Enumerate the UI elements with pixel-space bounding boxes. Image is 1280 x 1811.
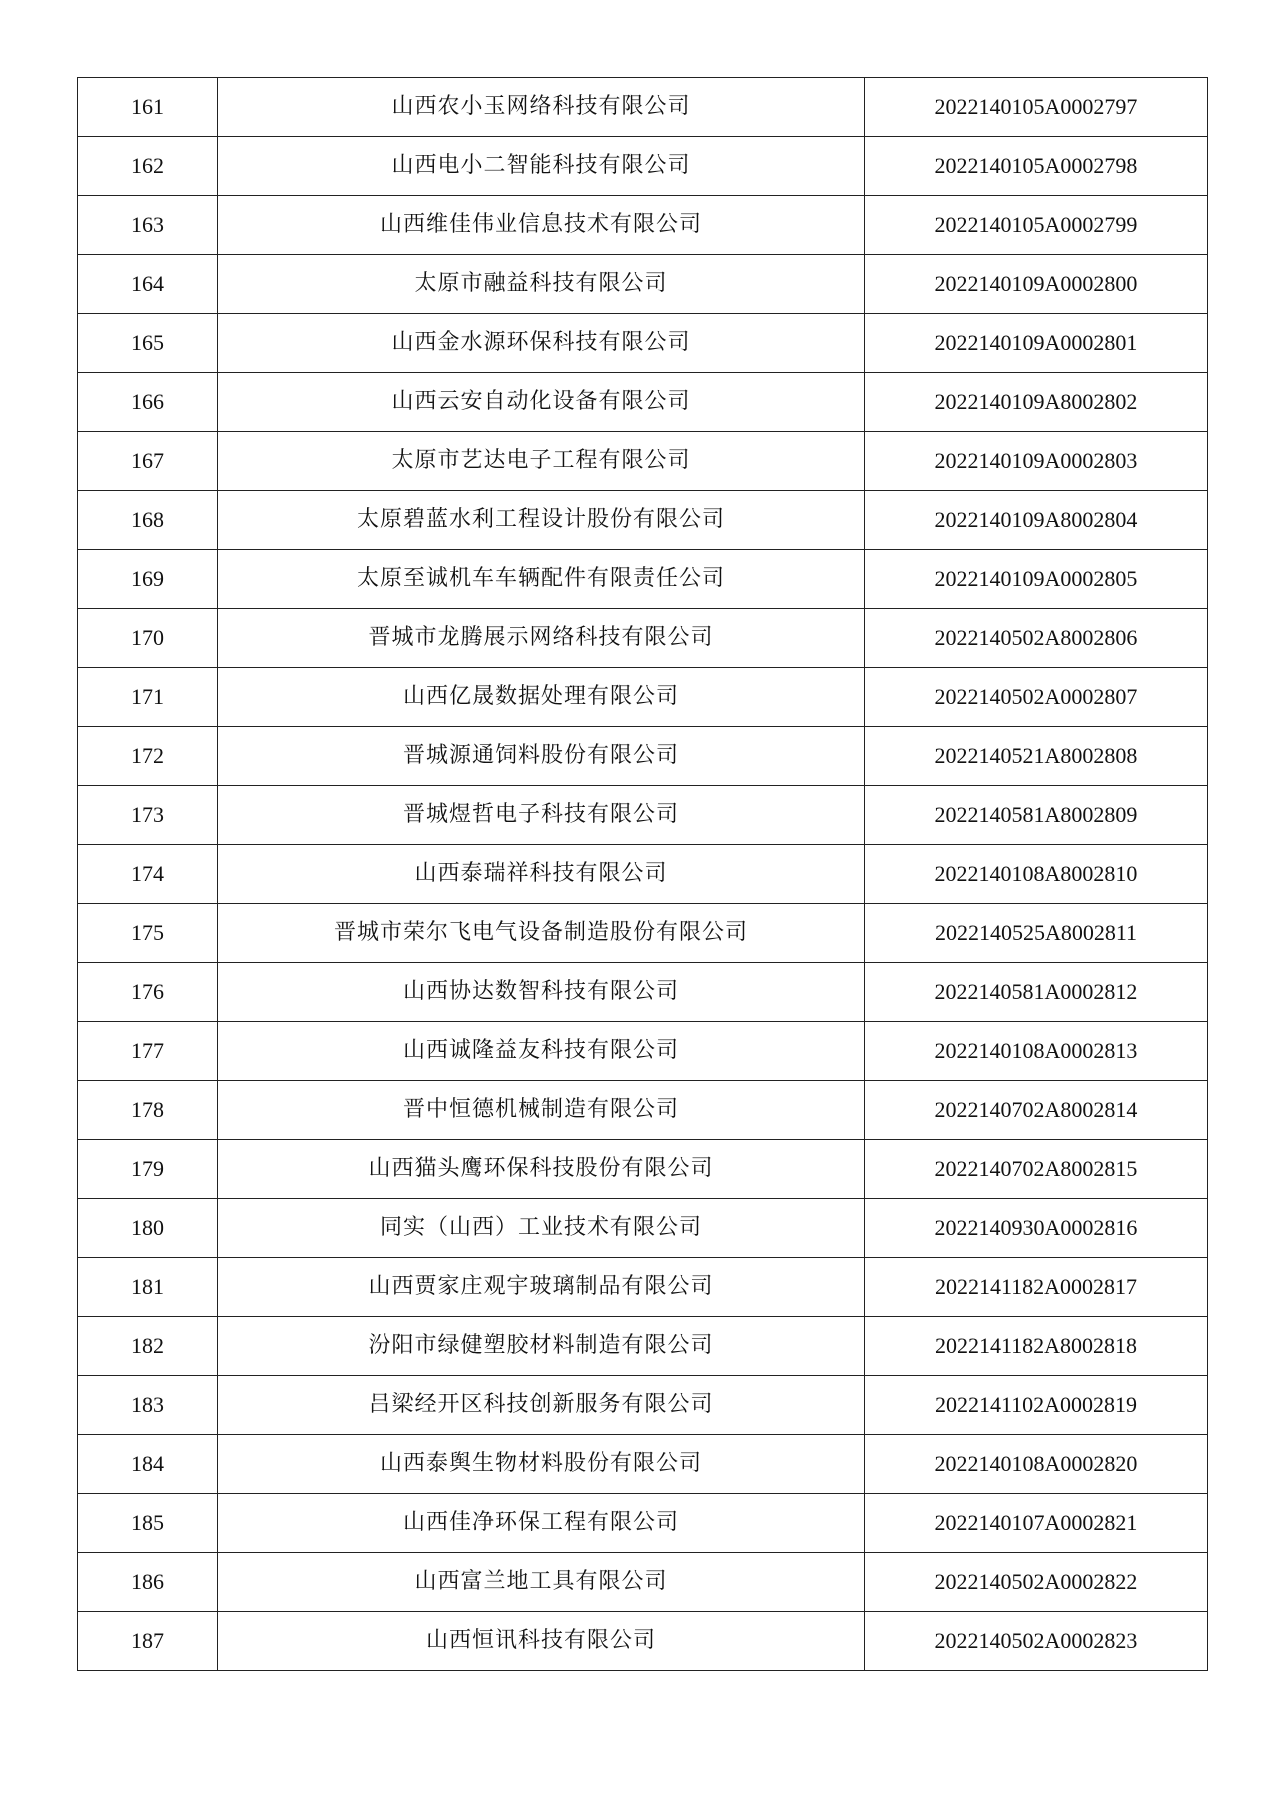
company-name-cell: 太原碧蓝水利工程设计股份有限公司 <box>218 491 865 550</box>
company-list-table <box>77 77 1208 1671</box>
row-number-cell: 173 <box>78 786 218 845</box>
registration-code-cell: 2022141182A8002818 <box>865 1317 1208 1376</box>
row-number-cell: 172 <box>78 727 218 786</box>
row-number-cell: 168 <box>78 491 218 550</box>
company-name-cell: 汾阳市绿健塑胶材料制造有限公司 <box>218 1317 865 1376</box>
registration-code-cell: 2022140109A0002801 <box>865 314 1208 373</box>
company-name-cell: 晋城市荣尔飞电气设备制造股份有限公司 <box>218 904 865 963</box>
row-number-cell: 186 <box>78 1553 218 1612</box>
company-name-cell: 山西泰舆生物材料股份有限公司 <box>218 1435 865 1494</box>
table-row <box>78 255 1208 314</box>
company-name-cell: 山西泰瑞祥科技有限公司 <box>218 845 865 904</box>
registration-code-cell: 2022140502A0002822 <box>865 1553 1208 1612</box>
table-row <box>78 432 1208 491</box>
row-number-cell: 178 <box>78 1081 218 1140</box>
registration-code-cell: 2022140105A0002798 <box>865 137 1208 196</box>
company-name-cell: 山西维佳伟业信息技术有限公司 <box>218 196 865 255</box>
company-name-cell: 太原市艺达电子工程有限公司 <box>218 432 865 491</box>
company-name-cell: 太原市融益科技有限公司 <box>218 255 865 314</box>
table-row <box>78 1258 1208 1317</box>
company-name-cell: 山西猫头鹰环保科技股份有限公司 <box>218 1140 865 1199</box>
registration-code-cell: 2022140109A0002805 <box>865 550 1208 609</box>
company-name-cell: 山西云安自动化设备有限公司 <box>218 373 865 432</box>
row-number-cell: 174 <box>78 845 218 904</box>
registration-code-cell: 2022141182A0002817 <box>865 1258 1208 1317</box>
company-name-cell: 同实（山西）工业技术有限公司 <box>218 1199 865 1258</box>
registration-code-cell: 2022140105A0002799 <box>865 196 1208 255</box>
registration-code-cell: 2022140502A8002806 <box>865 609 1208 668</box>
table-row <box>78 1376 1208 1435</box>
row-number-cell: 167 <box>78 432 218 491</box>
table-row <box>78 904 1208 963</box>
row-number-cell: 169 <box>78 550 218 609</box>
registration-code-cell: 2022140108A0002820 <box>865 1435 1208 1494</box>
row-number-cell: 175 <box>78 904 218 963</box>
company-name-cell: 山西恒讯科技有限公司 <box>218 1612 865 1671</box>
registration-code-cell: 2022140109A8002802 <box>865 373 1208 432</box>
registration-code-cell: 2022140581A8002809 <box>865 786 1208 845</box>
company-name-cell: 山西亿晟数据处理有限公司 <box>218 668 865 727</box>
row-number-cell: 170 <box>78 609 218 668</box>
company-name-cell: 山西金水源环保科技有限公司 <box>218 314 865 373</box>
table-row <box>78 727 1208 786</box>
table-row <box>78 1140 1208 1199</box>
table-row <box>78 78 1208 137</box>
registration-code-cell: 2022140107A0002821 <box>865 1494 1208 1553</box>
company-name-cell: 山西富兰地工具有限公司 <box>218 1553 865 1612</box>
registration-code-cell: 2022140109A0002800 <box>865 255 1208 314</box>
company-name-cell: 山西佳净环保工程有限公司 <box>218 1494 865 1553</box>
table-row <box>78 373 1208 432</box>
table-row <box>78 137 1208 196</box>
table-row <box>78 1022 1208 1081</box>
row-number-cell: 187 <box>78 1612 218 1671</box>
registration-code-cell: 2022140525A8002811 <box>865 904 1208 963</box>
table-row <box>78 491 1208 550</box>
table-row <box>78 1435 1208 1494</box>
company-name-cell: 山西电小二智能科技有限公司 <box>218 137 865 196</box>
table-body <box>78 78 1208 1671</box>
row-number-cell: 171 <box>78 668 218 727</box>
registration-code-cell: 2022141102A0002819 <box>865 1376 1208 1435</box>
table-row <box>78 668 1208 727</box>
table-row <box>78 1317 1208 1376</box>
registration-code-cell: 2022140109A8002804 <box>865 491 1208 550</box>
registration-code-cell: 2022140930A0002816 <box>865 1199 1208 1258</box>
company-name-cell: 太原至诚机车车辆配件有限责任公司 <box>218 550 865 609</box>
row-number-cell: 166 <box>78 373 218 432</box>
row-number-cell: 162 <box>78 137 218 196</box>
registration-code-cell: 2022140521A8002808 <box>865 727 1208 786</box>
company-name-cell: 山西协达数智科技有限公司 <box>218 963 865 1022</box>
row-number-cell: 182 <box>78 1317 218 1376</box>
row-number-cell: 163 <box>78 196 218 255</box>
row-number-cell: 180 <box>78 1199 218 1258</box>
company-name-cell: 晋城煜哲电子科技有限公司 <box>218 786 865 845</box>
row-number-cell: 161 <box>78 78 218 137</box>
company-name-cell: 山西诚隆益友科技有限公司 <box>218 1022 865 1081</box>
table-row <box>78 550 1208 609</box>
table-row <box>78 609 1208 668</box>
row-number-cell: 164 <box>78 255 218 314</box>
company-name-cell: 山西贾家庄观宇玻璃制品有限公司 <box>218 1258 865 1317</box>
registration-code-cell: 2022140502A0002823 <box>865 1612 1208 1671</box>
table-row <box>78 196 1208 255</box>
table-row <box>78 1199 1208 1258</box>
registration-code-cell: 2022140581A0002812 <box>865 963 1208 1022</box>
row-number-cell: 176 <box>78 963 218 1022</box>
company-name-cell: 晋城源通饲料股份有限公司 <box>218 727 865 786</box>
registration-code-cell: 2022140108A8002810 <box>865 845 1208 904</box>
table-row <box>78 1081 1208 1140</box>
company-name-cell: 山西农小玉网络科技有限公司 <box>218 78 865 137</box>
row-number-cell: 185 <box>78 1494 218 1553</box>
registration-code-cell: 2022140702A8002815 <box>865 1140 1208 1199</box>
table-row <box>78 314 1208 373</box>
registration-code-cell: 2022140105A0002797 <box>865 78 1208 137</box>
table-row <box>78 845 1208 904</box>
registration-code-cell: 2022140109A0002803 <box>865 432 1208 491</box>
table-row <box>78 1553 1208 1612</box>
registration-code-cell: 2022140108A0002813 <box>865 1022 1208 1081</box>
row-number-cell: 183 <box>78 1376 218 1435</box>
company-name-cell: 吕梁经开区科技创新服务有限公司 <box>218 1376 865 1435</box>
row-number-cell: 179 <box>78 1140 218 1199</box>
company-name-cell: 晋城市龙腾展示网络科技有限公司 <box>218 609 865 668</box>
row-number-cell: 165 <box>78 314 218 373</box>
company-name-cell: 晋中恒德机械制造有限公司 <box>218 1081 865 1140</box>
row-number-cell: 184 <box>78 1435 218 1494</box>
registration-code-cell: 2022140702A8002814 <box>865 1081 1208 1140</box>
row-number-cell: 181 <box>78 1258 218 1317</box>
table-row <box>78 786 1208 845</box>
table-row <box>78 963 1208 1022</box>
table-row <box>78 1612 1208 1671</box>
registration-code-cell: 2022140502A0002807 <box>865 668 1208 727</box>
row-number-cell: 177 <box>78 1022 218 1081</box>
table-row <box>78 1494 1208 1553</box>
